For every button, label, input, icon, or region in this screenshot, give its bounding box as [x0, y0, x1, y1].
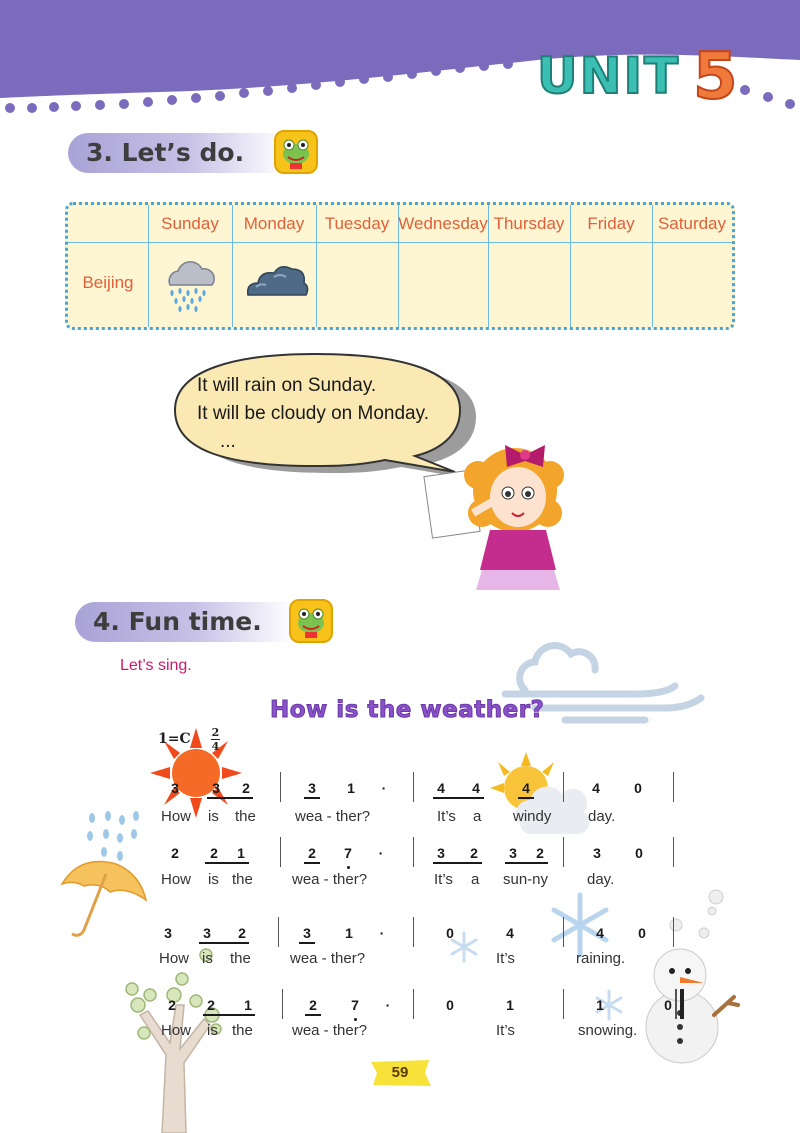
- bar-line: [413, 989, 414, 1019]
- bar-line: [280, 837, 281, 867]
- frog-badge-icon: [289, 599, 333, 643]
- umbrella-rain-icon: [60, 808, 160, 948]
- unit-word: UNIT: [537, 47, 681, 105]
- final-bar-line: [675, 989, 677, 1019]
- note: 0: [634, 780, 642, 796]
- lyric: raining.: [576, 950, 626, 967]
- note: 1: [237, 845, 245, 861]
- lyric: How: [161, 1022, 192, 1039]
- note: 2: [207, 997, 215, 1013]
- speech-line-2: It will be cloudy on Monday.: [197, 403, 429, 424]
- note: 2: [238, 925, 246, 941]
- bar-line: [413, 917, 414, 947]
- bar-line: [563, 772, 564, 802]
- cloud-icon: [244, 261, 310, 301]
- lyric: It’s: [434, 871, 453, 888]
- bar-line: [282, 989, 283, 1019]
- rain-cloud-icon: [160, 255, 220, 315]
- sun-cloud-icon: [490, 752, 600, 842]
- lyric: sun-ny: [503, 871, 549, 888]
- time-sig-bottom: 4: [211, 740, 220, 753]
- note: 2: [470, 845, 478, 861]
- note: 3: [171, 780, 179, 796]
- lyric: wea - ther?: [295, 808, 371, 825]
- lyric: It’s: [496, 950, 515, 967]
- frog-badge-icon: [274, 130, 318, 174]
- speech-line-1: It will rain on Sunday.: [197, 375, 377, 396]
- bar-line: [673, 837, 674, 867]
- low-octave-dot: [347, 866, 350, 869]
- lyric: day.: [588, 808, 616, 825]
- lyric: It’s: [496, 1022, 515, 1039]
- city-label: Beijing: [82, 273, 134, 292]
- unit-number: 5: [693, 40, 738, 108]
- lyric: a: [471, 871, 480, 888]
- note: 0: [638, 925, 646, 941]
- page-number: 59: [391, 1064, 409, 1081]
- note: 3: [164, 925, 172, 941]
- tree-icon: [120, 945, 230, 1133]
- low-octave-dot: [354, 1018, 357, 1021]
- time-signature: [211, 727, 220, 752]
- note: 2: [242, 780, 250, 796]
- note: 2: [210, 845, 218, 861]
- section-4-title: 4. Fun time.: [75, 602, 293, 642]
- song-title: How is the weather?: [270, 697, 545, 723]
- lyric: is: [202, 950, 213, 967]
- lyric: the: [235, 808, 256, 825]
- section-3-title: 3. Let’s do.: [68, 133, 286, 173]
- note: 0: [446, 925, 454, 941]
- table-header-divider: [68, 242, 732, 243]
- note: 3: [308, 780, 316, 796]
- lyric: is: [208, 808, 219, 825]
- lyric: How: [161, 871, 192, 888]
- bar-line: [563, 837, 564, 867]
- bar-line: [563, 917, 564, 947]
- note: 3: [303, 925, 311, 941]
- speech-line-3: ...: [220, 431, 236, 452]
- note: 2: [309, 997, 317, 1013]
- note: 7: [344, 845, 352, 861]
- bar-line: [673, 917, 674, 947]
- lyric: day.: [587, 871, 615, 888]
- lyric: a: [473, 808, 482, 825]
- bar-line: [563, 989, 564, 1019]
- lets-sing-label: Let’s sing.: [120, 657, 192, 674]
- note: 3: [203, 925, 211, 941]
- lyric: the: [232, 1022, 253, 1039]
- day-header-sunday: Sunday: [161, 214, 219, 233]
- note: 4: [506, 925, 514, 941]
- key-signature: 1=C: [158, 731, 191, 747]
- time-sig-top: 2: [211, 726, 220, 739]
- weather-table: [65, 202, 735, 330]
- bar-line: [413, 772, 414, 802]
- note: 2: [308, 845, 316, 861]
- day-header-thursday: Thursday: [493, 214, 565, 233]
- lyric: the: [232, 871, 253, 888]
- lyric: wea - ther?: [292, 871, 368, 888]
- note: 4: [592, 780, 600, 796]
- dot: ·: [379, 925, 385, 941]
- note: 4: [596, 925, 604, 941]
- note: 2: [536, 845, 544, 861]
- bar-line: [413, 837, 414, 867]
- note: 3: [212, 780, 220, 796]
- lyric: snowing.: [578, 1022, 638, 1039]
- lyric: How: [159, 950, 190, 967]
- note: 1: [506, 997, 514, 1013]
- lyric: It’s: [437, 808, 456, 825]
- dot: ·: [378, 845, 384, 861]
- lyric: is: [208, 871, 219, 888]
- bar-line: [280, 772, 281, 802]
- lyric: is: [207, 1022, 218, 1039]
- note: 4: [437, 780, 445, 796]
- note: 1: [244, 997, 252, 1013]
- day-header-tuesday: Tuesday: [324, 214, 390, 233]
- bar-line: [278, 917, 279, 947]
- note: 2: [171, 845, 179, 861]
- note: 3: [593, 845, 601, 861]
- note: 4: [472, 780, 480, 796]
- lyric: How: [161, 808, 192, 825]
- lyric: the: [230, 950, 251, 967]
- bar-line: [673, 772, 674, 802]
- lyric: windy: [513, 808, 552, 825]
- note: 2: [168, 997, 176, 1013]
- unit-title: [535, 38, 785, 108]
- girl-illustration: [410, 435, 590, 590]
- note: 3: [509, 845, 517, 861]
- note: 0: [446, 997, 454, 1013]
- day-header-monday: Monday: [243, 214, 305, 233]
- dot: ·: [381, 780, 387, 796]
- note: 7: [351, 997, 359, 1013]
- lyric: wea - ther?: [290, 950, 366, 967]
- note: 1: [347, 780, 355, 796]
- dot: ·: [385, 997, 391, 1013]
- note: 0: [635, 845, 643, 861]
- final-bar-line-thick: [680, 989, 684, 1019]
- note: 0: [664, 997, 672, 1013]
- note: 4: [522, 780, 530, 796]
- note: 1: [596, 997, 604, 1013]
- note: 1: [345, 925, 353, 941]
- day-header-friday: Friday: [587, 214, 635, 233]
- day-header-saturday: Saturday: [657, 214, 727, 233]
- lyric: wea - ther?: [292, 1022, 368, 1039]
- note: 3: [437, 845, 445, 861]
- day-header-wednesday: Wednesday: [398, 214, 488, 233]
- snowman-icon: [630, 885, 750, 1065]
